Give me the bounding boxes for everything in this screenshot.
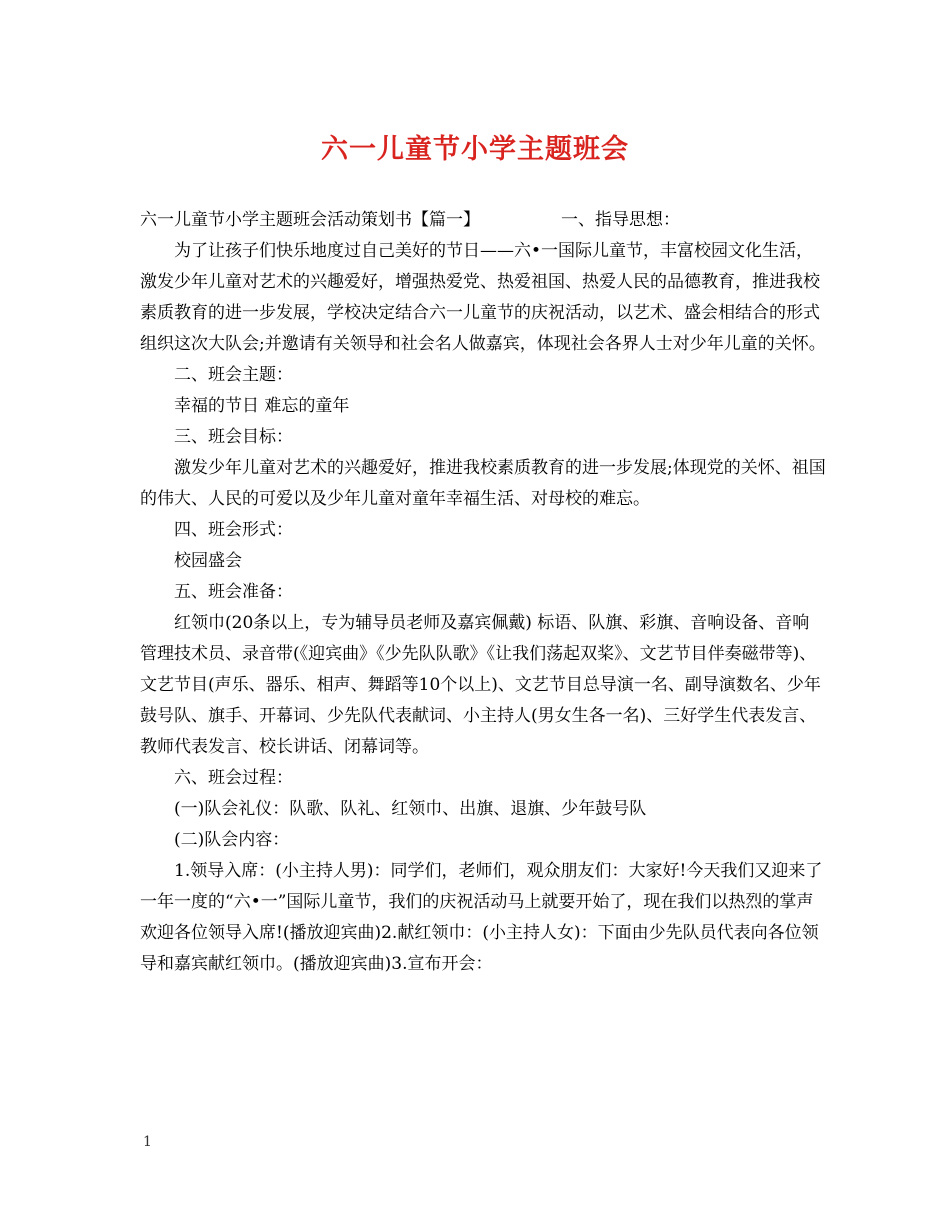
document-body [140, 205, 826, 980]
paragraph: 幸福的节日 难忘的童年 [174, 396, 350, 416]
paragraph: 二、班会主题： [174, 365, 293, 385]
paragraph: 1.领导入席：(小主持人男)：同学们，老师们，观众朋友们：大家好!今天我们又迎来了一年一度的“六•一”国际儿童节，我们的庆祝活动马上就要开始了，现在我们以热烈的掌声欢迎各位领导入席!(播放迎宾曲)2.献红领巾：(小主持人女)：下面由少先队员代表向各位领导和嘉宾献红领巾。(播放迎宾曲)3.宣布开会： [140, 861, 823, 974]
paragraph: 激发少年儿童对艺术的兴趣爱好，推进我校素质教育的进一步发展;体现党的关怀、祖国的伟大、人民的可爱以及少年儿童对童年幸福生活、对母校的难忘。 [140, 458, 826, 509]
paragraph: 五、班会准备： [174, 582, 293, 602]
section-heading: 一、指导思想： [561, 210, 680, 230]
paragraph: (二)队会内容： [174, 830, 290, 850]
paragraph: 三、班会目标： [174, 427, 293, 447]
paragraph: 为了让孩子们快乐地度过自己美好的节日——六•一国际儿童节，丰富校园文化生活，激发少年儿童对艺术的兴趣爱好，增强热爱党、热爱祖国、热爱人民的品德教育，推进我校素质教育的进一步发展，学校决定结合六一儿童节的庆祝活动，以艺术、盛会相结合的形式组织这次大队会;并邀请有关领导和社会名人做嘉宾，体现社会各界人士对少年儿童的关怀。 [140, 241, 826, 354]
paragraph: 四、班会形式： [174, 520, 293, 540]
document-heading: 六一儿童节小学主题班会活动策划书【篇一】 [140, 210, 480, 230]
paragraph: (一)队会礼仪：队歌、队礼、红领巾、出旗、退旗、少年鼓号队 [174, 799, 647, 819]
page-number: 1 [143, 1134, 152, 1150]
paragraph: 校园盛会 [174, 551, 242, 571]
document-title: 六一儿童节小学主题班会 [321, 134, 629, 165]
first-line [140, 205, 680, 236]
paragraph: 红领巾(20条以上，专为辅导员老师及嘉宾佩戴) 标语、队旗、彩旗、音响设备、音响管理技术员、录音带(《迎宾曲》《少先队队歌》《让我们荡起双桨》、文艺节目伴奏磁带等)、文艺节目(声乐、器乐、相声、舞蹈等10个以上)、文艺节目总导演一名、副导演数名、少年鼓号队、旗手、开幕词、少先队代表献词、小主持人(男女生各一名)、三好学生代表发言、教师代表发言、校长讲话、闭幕词等。 [140, 613, 821, 757]
paragraph: 六、班会过程： [174, 768, 293, 788]
